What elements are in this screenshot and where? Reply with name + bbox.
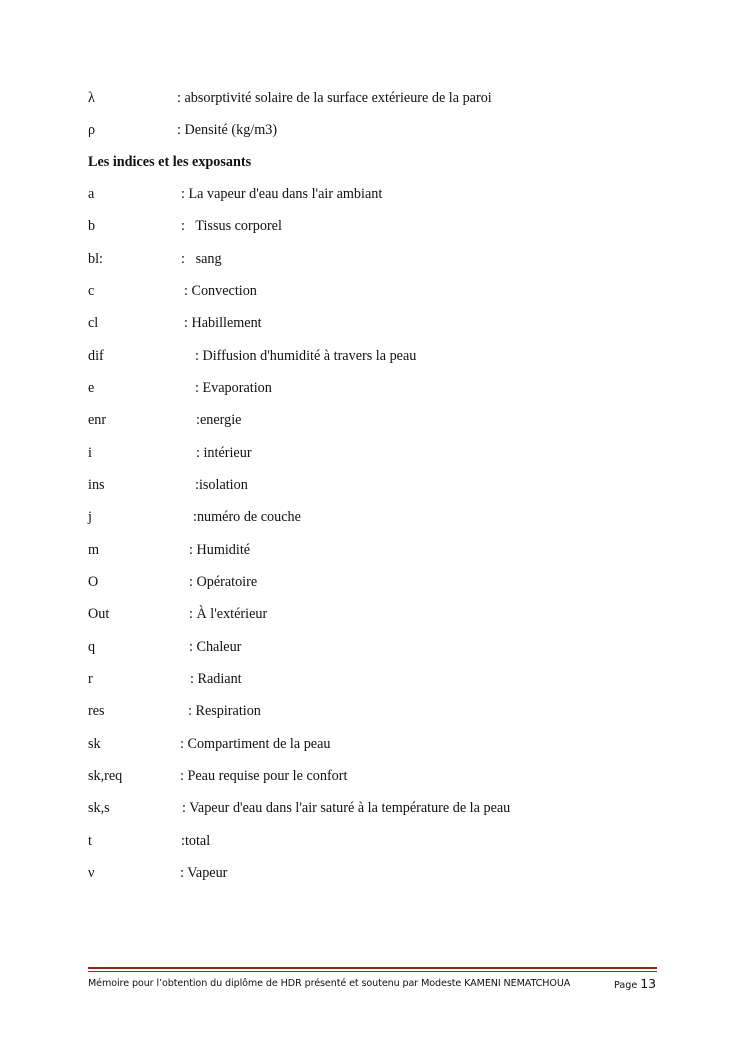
- index-description: : Compartiment de la peau: [180, 736, 331, 752]
- index-symbol: b: [88, 218, 96, 234]
- footer-text: Mémoire pour l’obtention du diplôme de HDR présenté et soutenu par Modeste KAMENI NEMATCHOUA: [88, 978, 571, 989]
- page-number: 13: [640, 976, 657, 991]
- index-symbol: j: [88, 509, 92, 525]
- index-description: :isolation: [195, 477, 248, 493]
- index-description: : Humidité: [189, 542, 251, 558]
- section-heading: Les indices et les exposants: [88, 154, 252, 170]
- symbol-label: λ: [88, 90, 95, 106]
- index-description: : intérieur: [196, 445, 252, 461]
- index-symbol: enr: [88, 412, 107, 428]
- index-description: : Habillement: [184, 315, 262, 331]
- index-description: : Convection: [184, 283, 257, 299]
- index-symbol: ins: [88, 477, 105, 493]
- index-description: : Peau requise pour le confort: [180, 768, 348, 784]
- index-symbol: cl: [88, 315, 99, 331]
- page-number-block: [614, 975, 656, 994]
- index-symbol: sk: [88, 736, 101, 752]
- index-description: : Evaporation: [195, 380, 272, 396]
- index-description: :total: [181, 833, 211, 849]
- index-description: : Respiration: [188, 703, 261, 719]
- index-description: : La vapeur d'eau dans l'air ambiant: [181, 186, 383, 202]
- index-symbol: dif: [88, 348, 104, 364]
- index-symbol: O: [88, 574, 99, 590]
- index-symbol: q: [88, 639, 96, 655]
- index-symbol: bl:: [88, 251, 103, 267]
- index-description: : Chaleur: [189, 639, 242, 655]
- index-description: :numéro de couche: [193, 509, 301, 525]
- index-symbol: r: [88, 671, 93, 687]
- index-symbol: sk,req: [88, 768, 123, 784]
- symbol-label: ρ: [88, 122, 96, 138]
- index-description: : Vapeur: [180, 865, 228, 881]
- symbol-description: : absorptivité solaire de la surface extérieure de la paroi: [177, 90, 492, 106]
- index-description: : À l'extérieur: [189, 606, 268, 622]
- index-symbol: m: [88, 542, 100, 558]
- index-symbol: ν: [88, 865, 95, 881]
- index-description: :energie: [196, 412, 242, 428]
- footer-rule-thin: [88, 971, 657, 972]
- index-description: : Tissus corporel: [181, 218, 282, 234]
- index-symbol: t: [88, 833, 92, 849]
- index-symbol: sk,s: [88, 800, 110, 816]
- index-description: : Radiant: [190, 671, 242, 687]
- footer-rule-thick: [88, 967, 657, 969]
- index-description: : Vapeur d'eau dans l'air saturé à la température de la peau: [182, 800, 511, 816]
- index-description: : sang: [181, 251, 222, 267]
- index-description: : Diffusion d'humidité à travers la peau: [195, 348, 417, 364]
- index-symbol: e: [88, 380, 95, 396]
- index-description: : Opératoire: [189, 574, 258, 590]
- page-label: Page: [614, 980, 638, 991]
- index-symbol: i: [88, 445, 92, 461]
- index-symbol: c: [88, 283, 95, 299]
- symbol-description: : Densité (kg/m3): [177, 122, 278, 138]
- index-symbol: Out: [88, 606, 110, 622]
- index-symbol: res: [88, 703, 105, 719]
- index-symbol: a: [88, 186, 95, 202]
